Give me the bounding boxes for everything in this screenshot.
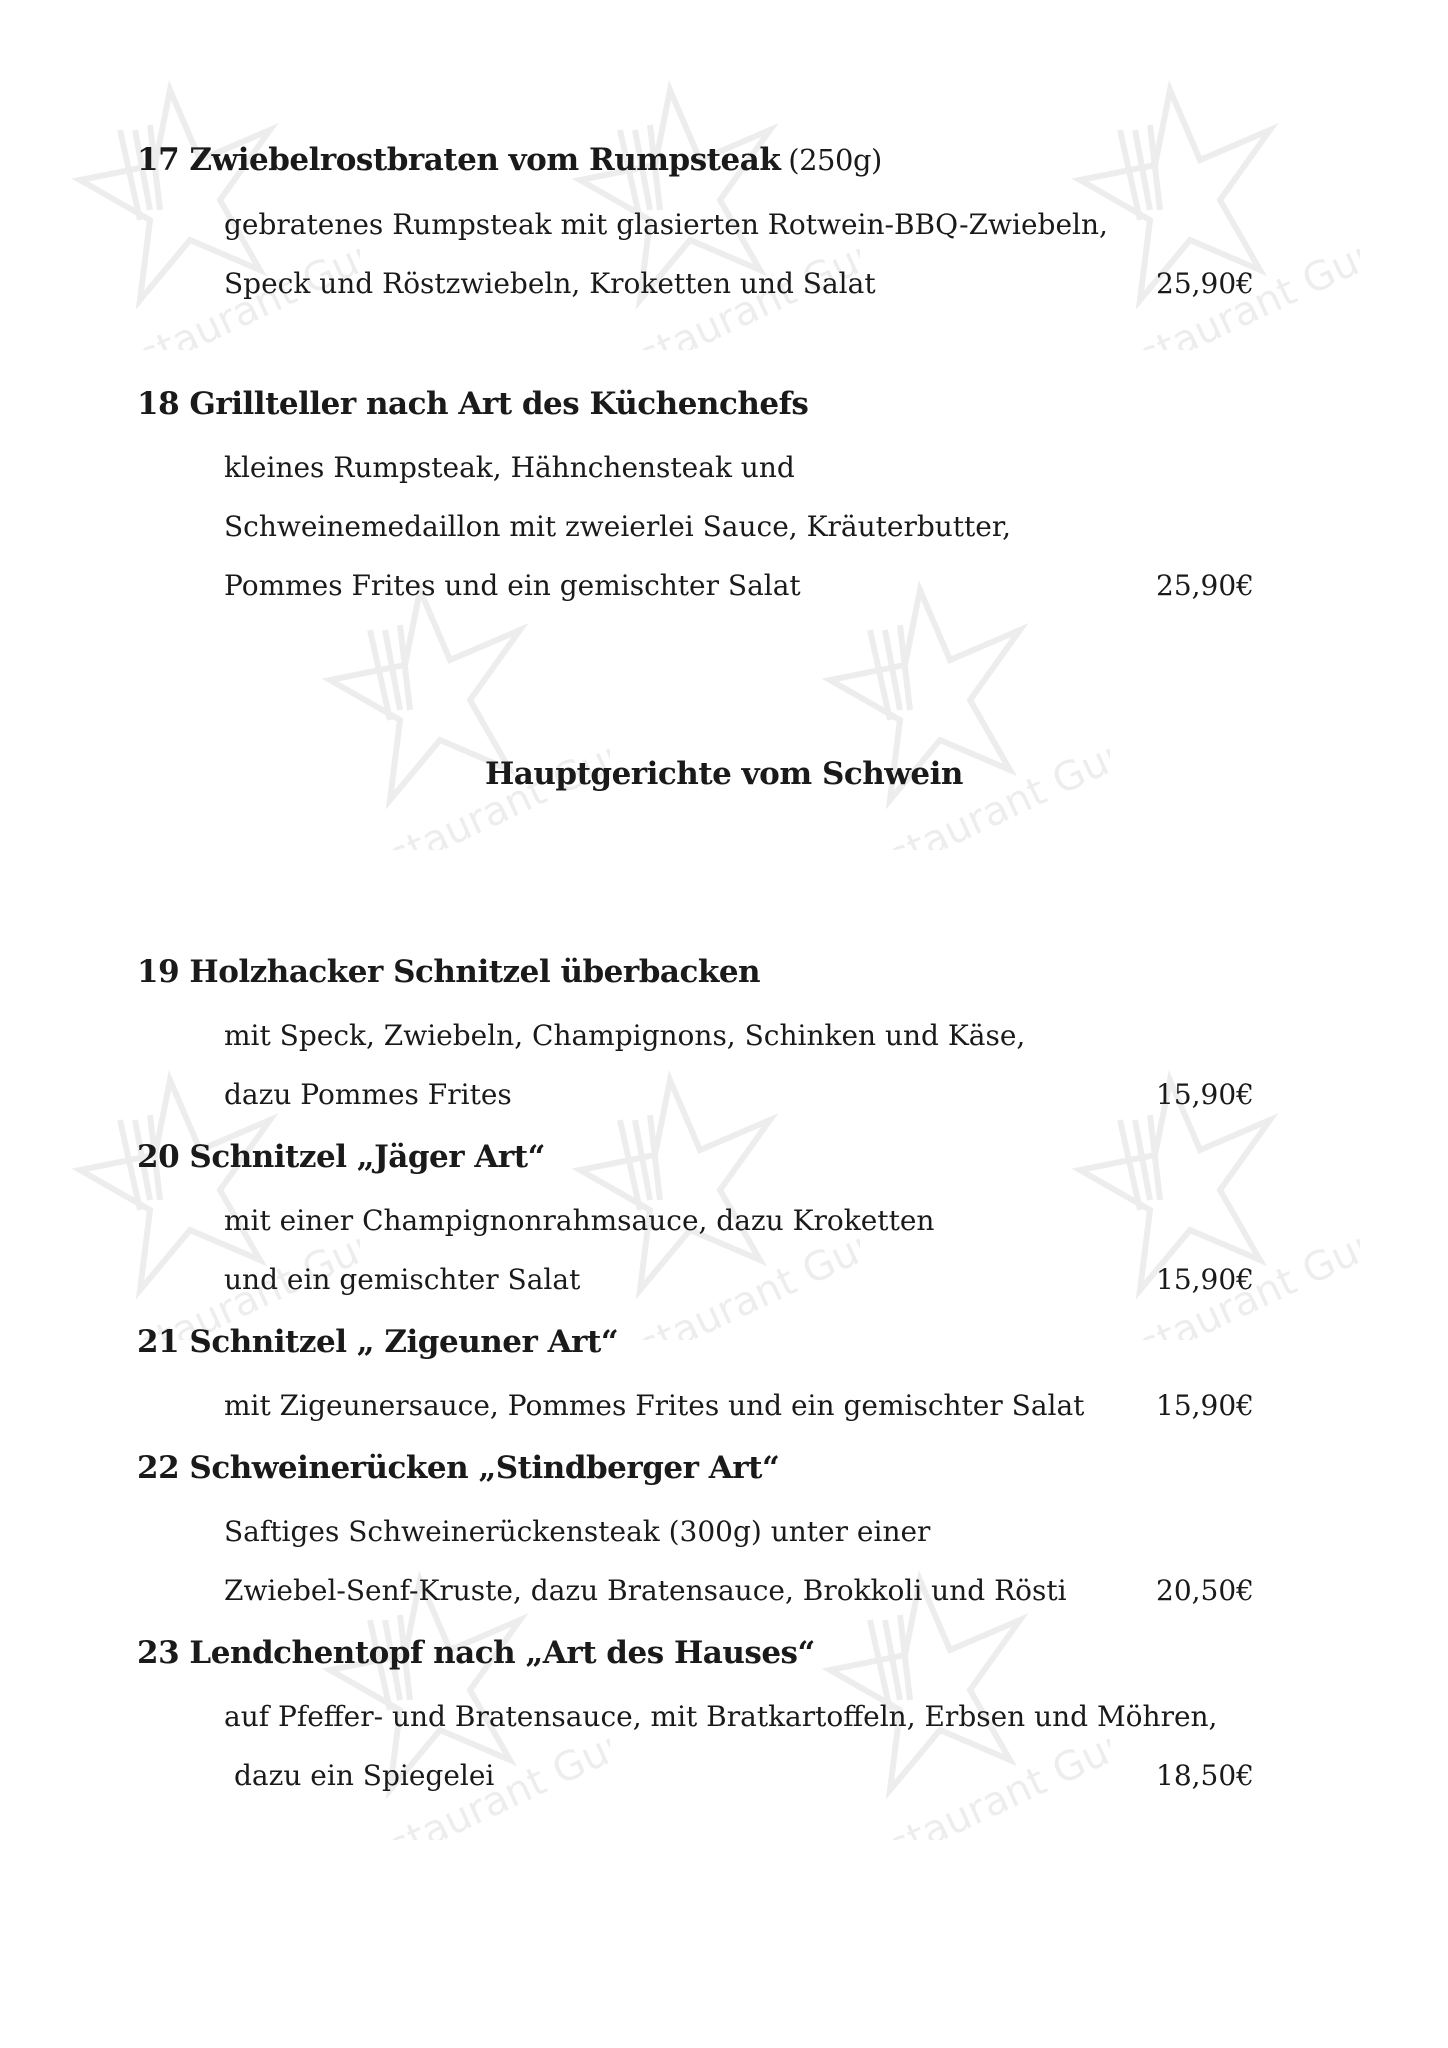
dish-title bbox=[137, 954, 760, 990]
watermark-text: Restaurant Guru bbox=[85, 221, 360, 350]
dish-price: 15,90€ bbox=[1156, 1078, 1254, 1111]
watermark-text: Restaurant Guru bbox=[335, 721, 610, 850]
watermark-text: Restaurant Guru bbox=[585, 1211, 860, 1340]
watermark-text: Restaurant Guru bbox=[335, 1711, 610, 1840]
dish-description: mit Zigeunersauce, Pommes Frites und ein gemischter Salat bbox=[224, 1389, 1085, 1422]
dish-title bbox=[137, 1450, 779, 1486]
dish-price: 15,90€ bbox=[1156, 1389, 1254, 1422]
dish-price: 18,50€ bbox=[1156, 1759, 1254, 1792]
dish-name: 23 Lendchentopf nach „Art des Hauses“ bbox=[137, 1635, 815, 1671]
dish-title bbox=[137, 142, 882, 178]
dish-title bbox=[137, 1635, 815, 1671]
dish-title bbox=[137, 386, 808, 422]
dish-name: 20 Schnitzel „Jäger Art“ bbox=[137, 1139, 545, 1175]
watermark-text: Restaurant Guru bbox=[835, 721, 1110, 850]
dish-description: Zwiebel-Senf-Kruste, dazu Bratensauce, Brokkoli und Rösti bbox=[224, 1574, 1067, 1607]
dish-description: kleines Rumpsteak, Hähnchensteak und bbox=[224, 451, 795, 484]
watermark-text: Restaurant Guru bbox=[585, 221, 860, 350]
dish-name: 19 Holzhacker Schnitzel überbacken bbox=[137, 954, 761, 990]
watermark-logo bbox=[310, 570, 610, 850]
dish-title bbox=[137, 1324, 618, 1360]
dish-description: Schweinemedaillon mit zweierlei Sauce, Kräuterbutter, bbox=[224, 510, 1012, 543]
dish-name: 17 Zwiebelrostbraten vom Rumpsteak bbox=[137, 142, 781, 178]
watermark-logo bbox=[810, 570, 1110, 850]
watermark-text: Restaurant Guru bbox=[85, 1211, 360, 1340]
dish-description: und ein gemischter Salat bbox=[224, 1263, 581, 1296]
dish-description: dazu ein Spiegelei bbox=[234, 1759, 495, 1792]
dish-description: gebratenes Rumpsteak mit glasierten Rotwein-BBQ-Zwiebeln, bbox=[224, 208, 1108, 241]
dish-price: 25,90€ bbox=[1156, 267, 1254, 300]
section-title: Hauptgerichte vom Schwein bbox=[485, 756, 963, 792]
dish-description: auf Pfeffer- und Bratensauce, mit Bratkartoffeln, Erbsen und Möhren, bbox=[224, 1700, 1218, 1733]
watermark-text: Restaurant Guru bbox=[835, 1711, 1110, 1840]
watermark-text: Restaurant Guru bbox=[1085, 1211, 1360, 1340]
watermark-text: Restaurant Guru bbox=[1085, 221, 1360, 350]
dish-price: 15,90€ bbox=[1156, 1263, 1254, 1296]
dish-description: Saftiges Schweinerückensteak (300g) unter einer bbox=[224, 1515, 931, 1548]
dish-description: Speck und Röstzwiebeln, Kroketten und Salat bbox=[224, 267, 876, 300]
dish-price: 20,50€ bbox=[1156, 1574, 1254, 1607]
watermark-logo bbox=[560, 1060, 860, 1340]
dish-title bbox=[137, 1139, 545, 1175]
dish-name: 22 Schweinerücken „Stindberger Art“ bbox=[137, 1450, 780, 1486]
dish-name: 18 Grillteller nach Art des Küchenchefs bbox=[137, 386, 809, 422]
dish-description: mit einer Champignonrahmsauce, dazu Kroketten bbox=[224, 1204, 935, 1237]
dish-weight: (250g) bbox=[788, 143, 882, 177]
dish-description: Pommes Frites und ein gemischter Salat bbox=[224, 569, 801, 602]
dish-name: 21 Schnitzel „ Zigeuner Art“ bbox=[137, 1324, 619, 1360]
dish-description: mit Speck, Zwiebeln, Champignons, Schinken und Käse, bbox=[224, 1019, 1026, 1052]
dish-price: 25,90€ bbox=[1156, 569, 1254, 602]
dish-description: dazu Pommes Frites bbox=[224, 1078, 512, 1111]
